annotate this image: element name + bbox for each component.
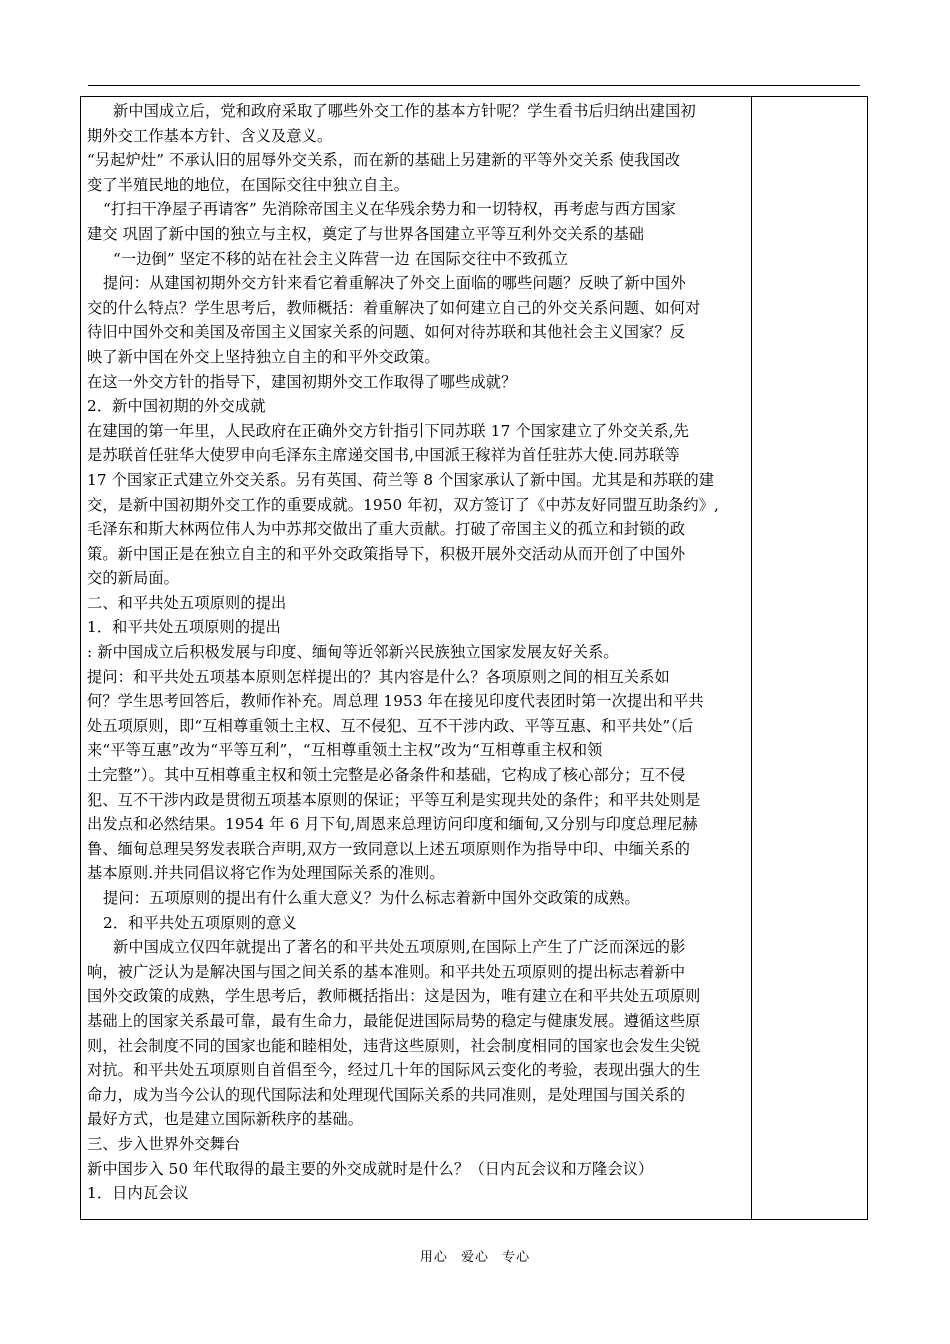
text-line: 基本原则.并共同倡议将它作为处理国际关系的准则。 <box>87 864 445 883</box>
text-line: “另起炉灶” 不承认旧的屈辱外交关系，而在新的基础上另建新的平等外交关系 使我国改 <box>87 151 681 170</box>
content-cell <box>87 99 749 1206</box>
text-line: 是苏联首任驻华大使罗申向毛泽东主席递交国书,中国派王稼祥为首任驻苏大使.同苏联等 <box>87 446 680 465</box>
text-line: : 新中国成立后积极发展与印度、缅甸等近邻新兴民族独立国家发展友好关系。 <box>87 643 619 662</box>
text-line: 对抗。和平共处五项原则自首倡至今，经过几十年的国际风云变化的考验，表现出强大的生 <box>87 1061 701 1080</box>
text-line: 映了新中国在外交上坚持独立自主的和平外交政策。 <box>87 347 440 366</box>
text-line: 2．新中国初期的外交成就 <box>87 397 266 416</box>
lesson-table <box>80 96 868 1220</box>
text-line: 提问：五项原则的提出有什么重大意义？为什么标志着新中国外交政策的成熟。 <box>103 889 640 907</box>
text-line: 国外交政策的成熟，学生思考后，教师概括指出：这是因为，唯有建立在和平共处五项原则 <box>87 987 701 1006</box>
column-divider <box>751 97 752 1219</box>
header-rule <box>88 85 860 86</box>
text-line: 毛泽东和斯大林两位伟人为中苏邦交做出了重大贡献。打破了帝国主义的孤立和封锁的政 <box>87 520 686 539</box>
text-line: 17 个国家正式建立外交关系。另有英国、荷兰等 8 个国家承认了新中国。尤其是和苏联的建 <box>87 470 715 489</box>
text-line: 出发点和必然结果。1954 年 6 月下旬,周恩来总理访问印度和缅甸,又分别与印度总理尼赫 <box>87 815 698 834</box>
text-line: 1．日内瓦会议 <box>87 1184 189 1203</box>
text-line: 命力，成为当今公认的现代国际法和处理现代国际关系的共同准则，是处理国与国关系的 <box>87 1085 686 1104</box>
text-line: 期外交工作基本方针、含义及意义。 <box>87 126 333 145</box>
text-line: 变了半殖民地的地位，在国际交往中独立自主。 <box>87 175 410 194</box>
text-line: 新中国步入 50 年代取得的最主要的外交成就时是什么？（日内瓦会议和万隆会议） <box>87 1159 654 1178</box>
text-line: 交的新局面。 <box>87 569 180 588</box>
text-line: 新中国成立仅四年就提出了著名的和平共处五项原则,在国际上产生了广泛而深远的影 <box>113 938 686 957</box>
text-line: 在建国的第一年里，人民政府在正确外交方针指引下同苏联 17 个国家建立了外交关系,先 <box>87 421 690 440</box>
text-line: 犯、互不干涉内政是贯彻五项基本原则的保证；平等互利是实现共处的条件；和平共处则是 <box>87 790 701 809</box>
text-line: 交，是新中国初期外交工作的重要成就。1950 年初，双方签订了《中苏友好同盟互助条约》, <box>87 495 720 514</box>
text-line: 三、步入世界外交舞台 <box>87 1134 241 1153</box>
text-line: 来“平等互惠”改为“平等互利”，“互相尊重领土主权”改为“互相尊重主权和领 <box>87 741 603 760</box>
text-line: 2．和平共处五项原则的意义 <box>103 913 297 932</box>
text-line: 最好方式，也是建立国际新秩序的基础。 <box>87 1110 364 1129</box>
text-line: 待旧中国外交和美国及帝国主义国家关系的问题、如何对待苏联和其他社会主义国家？反 <box>87 323 686 342</box>
text-line: 在这一外交方针的指导下，建国初期外交工作取得了哪些成就？ <box>87 372 517 391</box>
text-line: 则，社会制度不同的国家也能和睦相处，违背这些原则，社会制度相同的国家也会发生尖锐 <box>87 1036 701 1055</box>
text-line: 策。新中国正是在独立自主的和平外交政策指导下，积极开展外交活动从而开创了中国外 <box>87 544 686 563</box>
text-line: 交的什么特点？学生思考后，教师概括：着重解决了如何建立自己的外交关系问题、如何对 <box>87 298 701 317</box>
text-line: 二、和平共处五项原则的提出 <box>87 593 287 612</box>
text-line: 提问：和平共处五项基本原则怎样提出的？其内容是什么？各项原则之间的相互关系如 <box>87 667 670 686</box>
text-line: “一边倒” 坚定不移的站在社会主义阵营一边 在国际交往中不致孤立 <box>113 249 569 268</box>
text-line: 建交 巩固了新中国的独立与主权，奠定了与世界各国建立平等互利外交关系的基础 <box>87 224 645 243</box>
text-line: “打扫干净屋子再请客” 先消除帝国主义在华残余势力和一切特权，再考虑与西方国家 <box>103 200 676 219</box>
text-line: 处五项原则，即“互相尊重领土主权、互不侵犯、互不干涉内政、平等互惠、和平共处”（后 <box>87 716 694 735</box>
text-line: 1．和平共处五项原则的提出 <box>87 618 281 637</box>
text-line: 响，被广泛认为是解决国与国之间关系的基本准则。和平共处五项原则的提出标志着新中 <box>87 962 686 981</box>
text-line: 何？学生思考回答后，教师作补充。周总理 1953 年在接见印度代表团时第一次提出和平共 <box>87 692 704 711</box>
text-line: 鲁、缅甸总理吴努发表联合声明,双方一致同意以上述五项原则作为指导中印、中缅关系的 <box>87 839 691 858</box>
text-line: 新中国成立后，党和政府采取了哪些外交工作的基本方针呢？学生看书后归纳出建国初 <box>113 102 696 120</box>
page-footer: 用心 爱心 专心 <box>419 1250 531 1265</box>
text-line: 提问：从建国初期外交方针来看它着重解决了外交上面临的哪些问题？反映了新中国外 <box>103 274 686 293</box>
text-line: 基础上的国家关系最可靠，最有生命力，最能促进国际局势的稳定与健康发展。遵循这些原 <box>87 1011 701 1030</box>
text-line: 土完整”）。其中互相尊重主权和领土完整是必备条件和基础，它构成了核心部分；互不侵 <box>87 766 686 785</box>
